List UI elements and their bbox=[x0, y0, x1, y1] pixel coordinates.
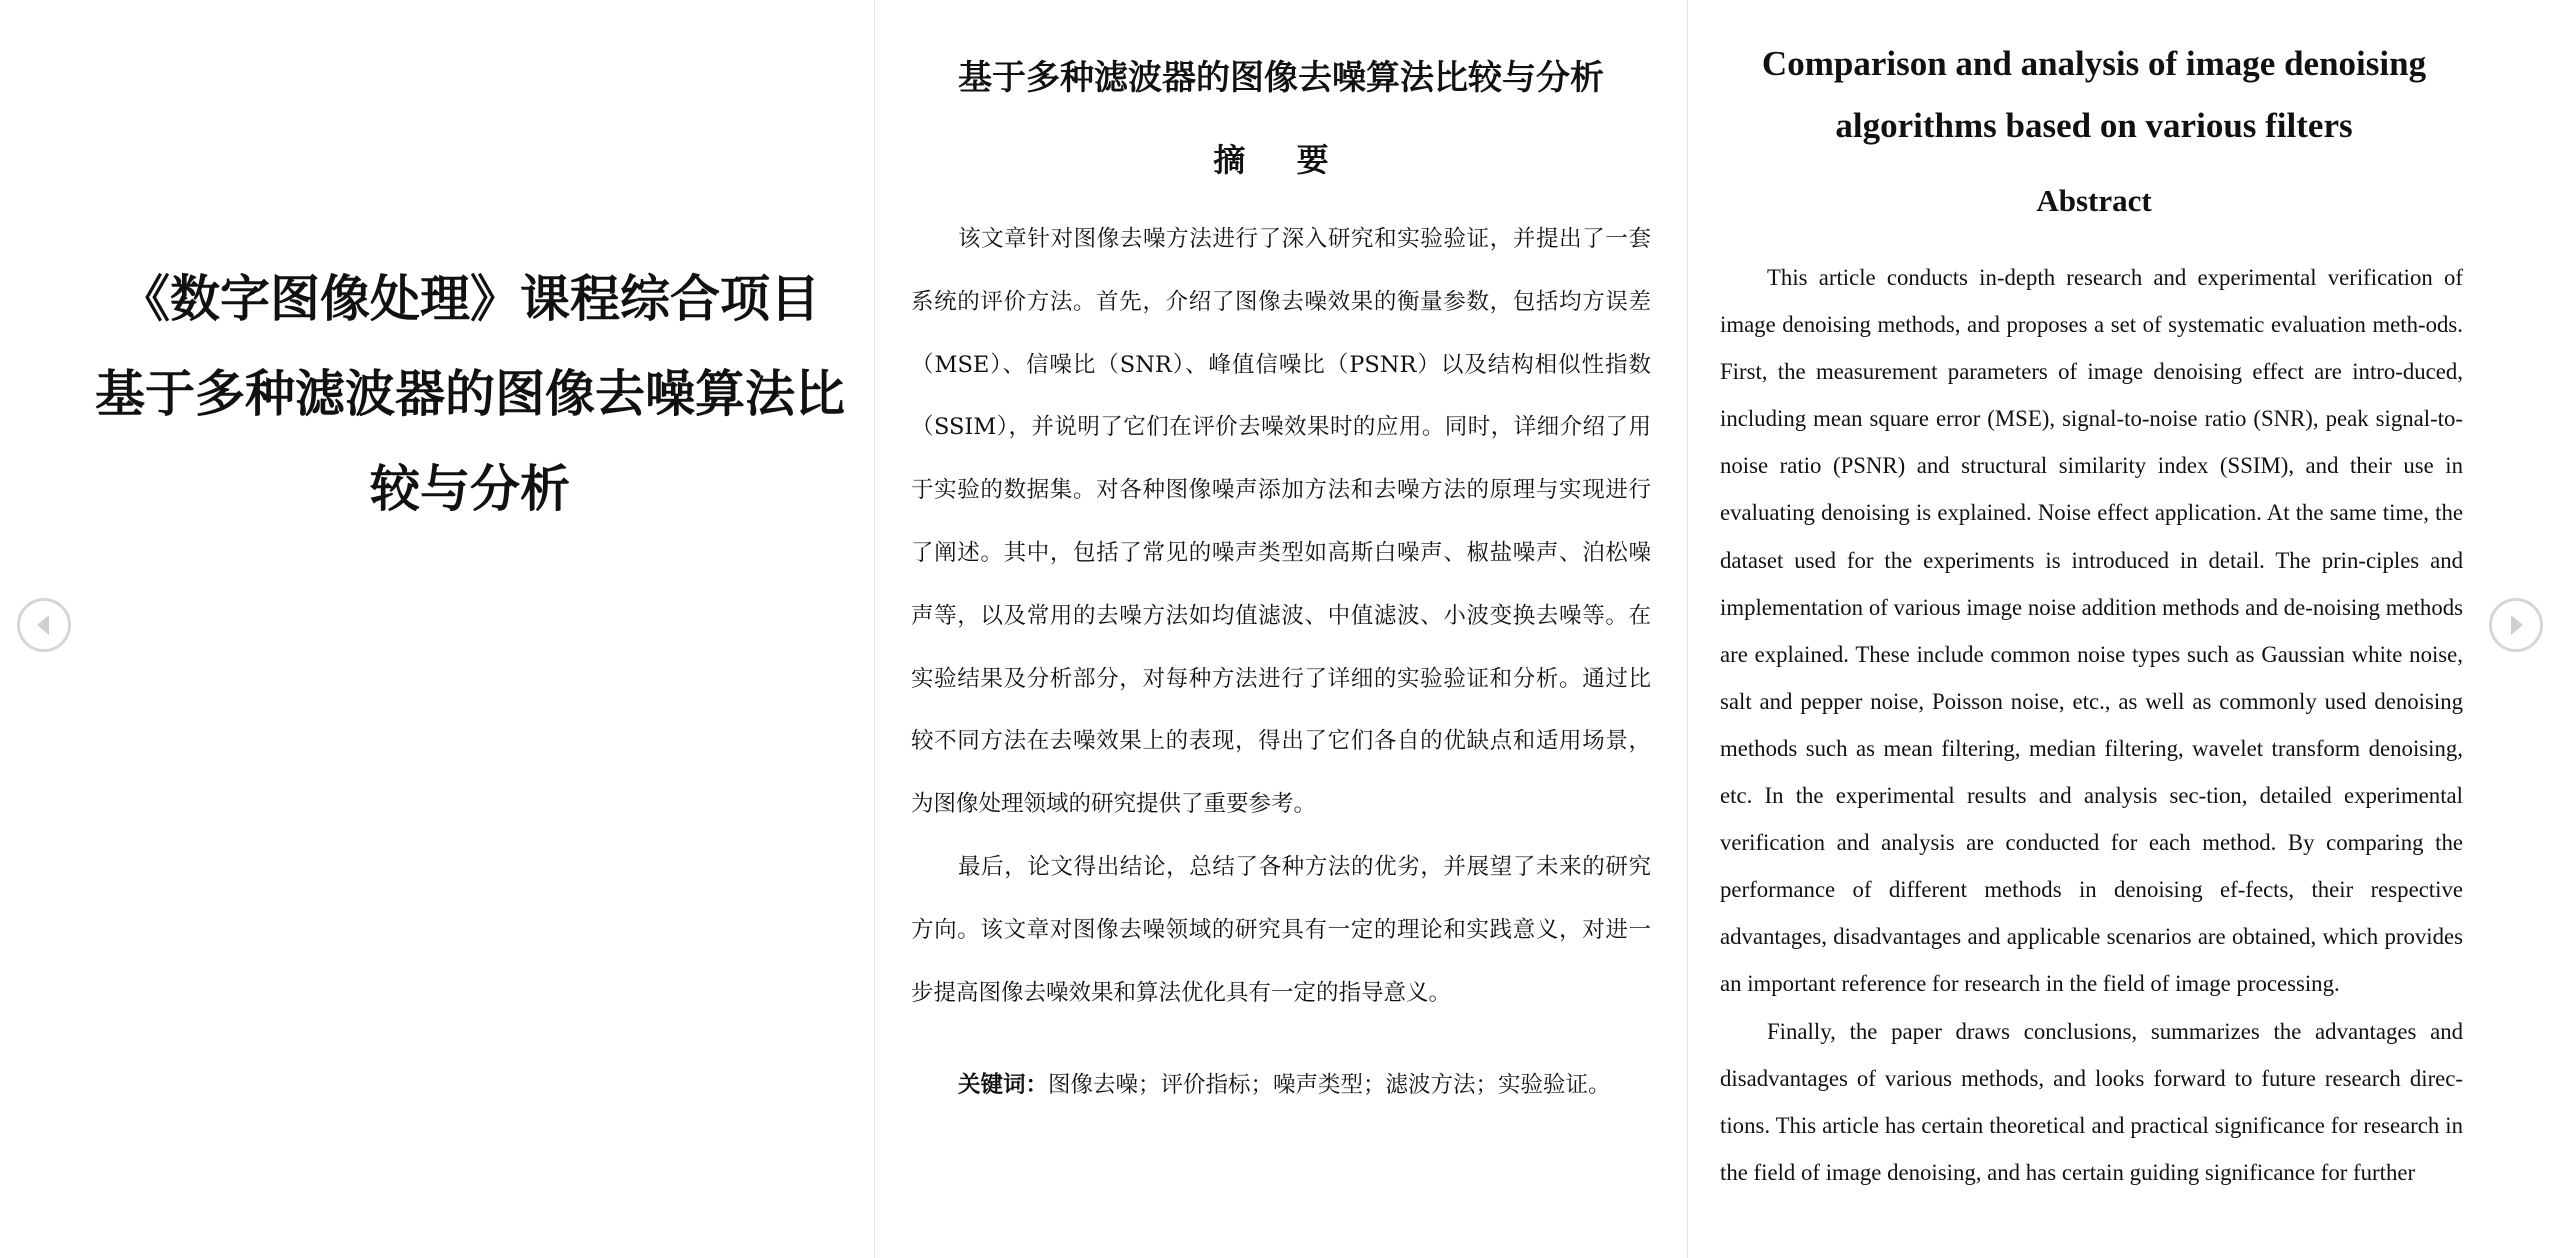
cover-page bbox=[0, 0, 874, 1258]
cover-title-line: 《数字图像处理》课程综合项目 bbox=[120, 270, 820, 328]
en-title-line: Comparison and analysis of image denoising bbox=[1761, 44, 2427, 83]
en-abstract-body bbox=[1720, 254, 2463, 1196]
en-title-line: algorithms based on various filters bbox=[1835, 106, 2353, 145]
cn-paragraph: 最后，论文得出结论，总结了各种方法的优劣，并展望了未来的研究方向。该文章对图像去噪领域的研究具有一定的理论和实践意义，对进一步提高图像去噪效果和算法优化具有一定的指导意义。 bbox=[911, 853, 1651, 1006]
cn-abstract-heading: 摘 要 bbox=[1213, 141, 1349, 179]
cover-title-line: 基于多种滤波器的图像去噪算法比 bbox=[95, 365, 845, 423]
en-abstract-heading: Abstract bbox=[2036, 183, 2152, 218]
next-page-button[interactable] bbox=[2489, 598, 2543, 652]
chevron-right-icon bbox=[2492, 601, 2540, 649]
keywords-label: 关键词： bbox=[958, 1072, 1049, 1098]
cn-page-title: 基于多种滤波器的图像去噪算法比较与分析 bbox=[958, 58, 1604, 98]
keywords-text: 图像去噪；评价指标；噪声类型；滤波方法；实验验证。 bbox=[1048, 1072, 1611, 1098]
previous-page-button[interactable] bbox=[17, 598, 71, 652]
en-paragraph: This article conducts in-depth research and experimental verification of image denoising methods, and proposes a set of systematic evaluation meth-ods. First, the measurement parameters of image denoising effect are intro-duced, including mean square error (MSE), signal-to-noise ratio (SNR), peak signal-to-noise ratio (PSNR) and structural similarity index (SSIM), and their use in evaluating denoising is explained. Noise effect application. At the same time, the dataset used for the experiments is introduced in detail. The prin-ciples and implementation of various image noise addition methods and de-noising methods are explained. These include common noise types such as Gaussian white noise, salt and pepper noise, Poisson noise, etc., as well as commonly used denoising methods such as mean filtering, median filtering, wavelet transform denoising, etc. In the experimental results and analysis sec-tion, detailed experimental verification and analysis are conducted for each method. By comparing the performance of different methods in denoising ef-fects, their respective advantages, disadvantages and applicable scenarios are obtained, which provides an important reference for research in the field of image processing. bbox=[1720, 265, 2463, 997]
cn-abstract-body bbox=[911, 208, 1651, 1024]
cn-paragraph: 该文章针对图像去噪方法进行了深入研究和实验验证，并提出了一套系统的评价方法。首先，介绍了图像去噪效果的衡量参数，包括均方误差（MSE）、信噪比（SNR）、峰值信噪比（PSNR）以及结构相似性指数（SSIM），并说明了它们在评价去噪效果时的应用。同时，详细介绍了用于实验的数据集。对各种图像噪声添加方法和去噪方法的原理与实现进行了阐述。其中，包括了常见的噪声类型如高斯白噪声、椒盐噪声、泊松噪声等，以及常用的去噪方法如均值滤波、中值滤波、小波变换去噪等。在实验结果及分析部分，对每种方法进行了详细的实验验证和分析。通过比较不同方法在去噪效果上的表现，得出了它们各自的优缺点和适用场景，为图像处理领域的研究提供了重要参考。 bbox=[911, 226, 1651, 818]
chinese-abstract-page bbox=[874, 0, 1688, 1258]
cover-title-line: 较与分析 bbox=[370, 460, 570, 518]
english-abstract-page bbox=[1688, 0, 2500, 1258]
en-paragraph: Finally, the paper draws conclusions, summarizes the advantages and disadvantages of various methods, and looks forward to future research direc-tions. This article has certain theoretical and practical significance for research in the field of image denoising, and has certain guiding significance for further bbox=[1720, 1018, 2463, 1185]
cover-title bbox=[60, 252, 874, 537]
cn-keywords bbox=[958, 1067, 1658, 1099]
chevron-left-icon bbox=[20, 601, 68, 649]
en-page-title bbox=[1718, 33, 2470, 157]
